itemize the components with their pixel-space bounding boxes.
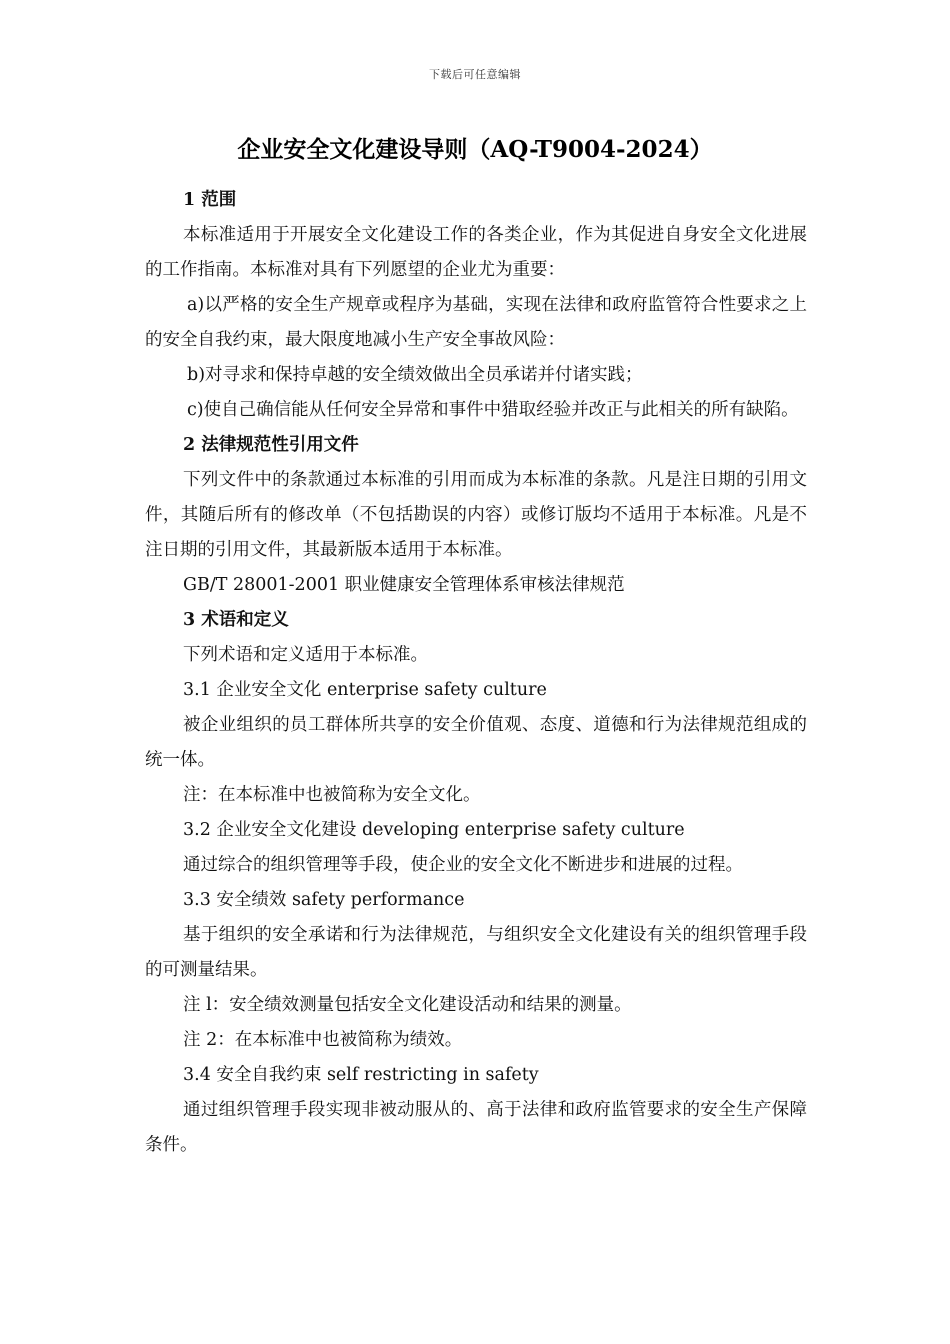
section-heading-scope: 1 范围 [183,190,237,210]
list-item-a: a)以严格的安全生产规章或程序为基础，实现在法律和政府监管符合性要求之上的安全自我约束，最大限度地减小生产安全事故风险： [145,295,807,350]
page-header-note: 下载后可任意编辑 [429,68,521,81]
term-definition: 被企业组织的员工群体所共享的安全价值观、态度、道德和行为法律规范组成的统一体。 [145,715,807,770]
reference-item: GB/T 28001-2001 职业健康安全管理体系审核法律规范 [183,575,625,595]
term-definition: 通过综合的组织管理等手段，使企业的安全文化不断进步和进展的过程。 [183,855,743,875]
list-item-b: b)对寻求和保持卓越的安全绩效做出全员承诺并付诸实践； [187,365,643,385]
term-note: 注 2：在本标准中也被简称为绩效。 [183,1030,463,1050]
paragraph: 下列术语和定义适用于本标准。 [183,645,428,665]
term-heading: 3.3 安全绩效 safety performance [183,890,465,910]
section-heading-terms: 3 术语和定义 [183,610,289,630]
term-definition: 基于组织的安全承诺和行为法律规范，与组织安全文化建设有关的组织管理手段的可测量结果。 [145,925,807,980]
term-definition: 通过组织管理手段实现非被动服从的、高于法律和政府监管要求的安全生产保障条件。 [145,1100,807,1155]
document-title: 企业安全文化建设导则（AQ-T9004-2024） [237,136,713,163]
list-item-c: c)使自己确信能从任何安全异常和事件中猎取经验并改正与此相关的所有缺陷。 [187,400,799,420]
term-heading: 3.1 企业安全文化 enterprise safety culture [183,680,547,700]
term-note: 注 l：安全绩效测量包括安全文化建设活动和结果的测量。 [183,995,632,1015]
term-heading: 3.4 安全自我约束 self restricting in safety [183,1065,539,1085]
paragraph: 下列文件中的条款通过本标准的引用而成为本标准的条款。凡是注日期的引用文件，其随后所有的修改单（不包括勘误的内容）或修订版均不适用于本标准。凡是不注日期的引用文件，其最新版本适用于本标准。 [145,470,807,560]
document-body [145,183,807,1163]
term-heading: 3.2 企业安全文化建设 developing enterprise safety culture [183,820,685,840]
term-note: 注：在本标准中也被简称为安全文化。 [183,785,481,805]
paragraph: 本标准适用于开展安全文化建设工作的各类企业，作为其促进自身安全文化进展的工作指南。本标准对具有下列愿望的企业尤为重要： [145,225,807,280]
section-heading-references: 2 法律规范性引用文件 [183,435,359,455]
